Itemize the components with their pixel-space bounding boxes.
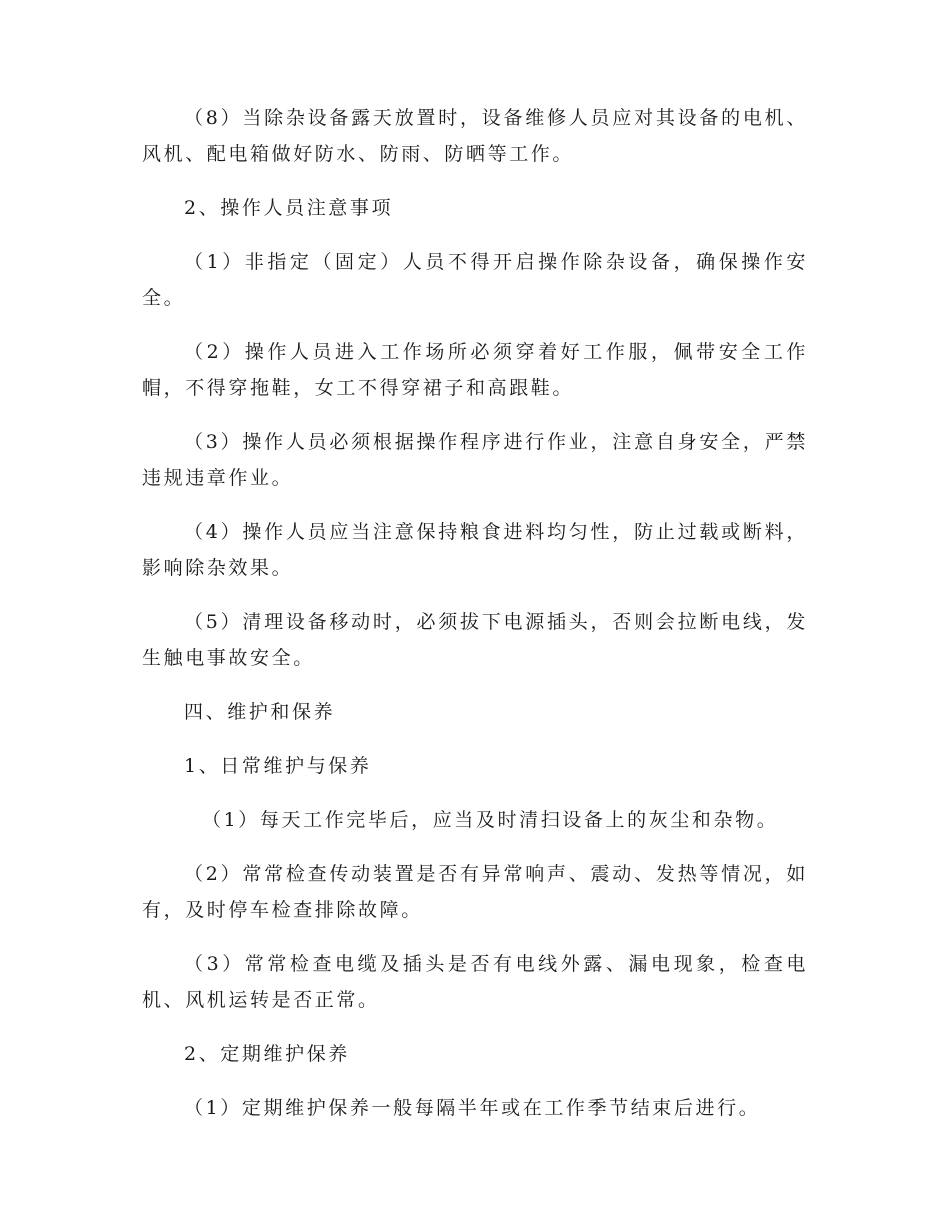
paragraph-unplug-when-moving: （5）清理设备移动时，必须拔下电源插头，否则会拉断电线，发生触电事故安全。	[142, 611, 808, 669]
paragraph-check-transmission: （2）常常检查传动装置是否有异常响声、震动、发热等情况，如有，及时停车检查排除故障。	[142, 863, 808, 921]
paragraph-operating-procedure: （3）操作人员必须根据操作程序进行作业，注意自身安全，严禁违规违章作业。	[142, 431, 808, 489]
heading-maintenance: 四、维护和保养	[184, 701, 336, 723]
heading-periodic-maintenance: 2、定期维护保养	[184, 1043, 350, 1065]
paragraph-periodic-schedule: （1）定期维护保养一般每隔半年或在工作季节结束后进行。	[184, 1097, 761, 1119]
paragraph-even-feeding: （4）操作人员应当注意保持粮食进料均匀性，防止过载或断料，影响除杂效果。	[142, 521, 808, 579]
heading-daily-maintenance: 1、日常维护与保养	[184, 755, 372, 777]
paragraph-check-cables: （3）常常检查电缆及插头是否有电线外露、漏电现象，检查电机、风机运转是否正常。	[142, 953, 808, 1011]
heading-operator-notes: 2、操作人员注意事项	[184, 197, 394, 219]
paragraph-work-clothing: （2）操作人员进入工作场所必须穿着好工作服，佩带安全工作帽，不得穿拖鞋，女工不得穿裙子和高跟鞋。	[142, 341, 808, 399]
document-page	[142, 100, 808, 1144]
paragraph-daily-cleaning: （1）每天工作完毕后，应当及时清扫设备上的灰尘和杂物。	[202, 809, 779, 831]
paragraph-outdoor-protection: （8）当除杂设备露天放置时，设备维修人员应对其设备的电机、风机、配电箱做好防水、防雨、防晒等工作。	[142, 107, 808, 165]
paragraph-designated-operator: （1）非指定（固定）人员不得开启操作除杂设备，确保操作安全。	[142, 251, 808, 309]
